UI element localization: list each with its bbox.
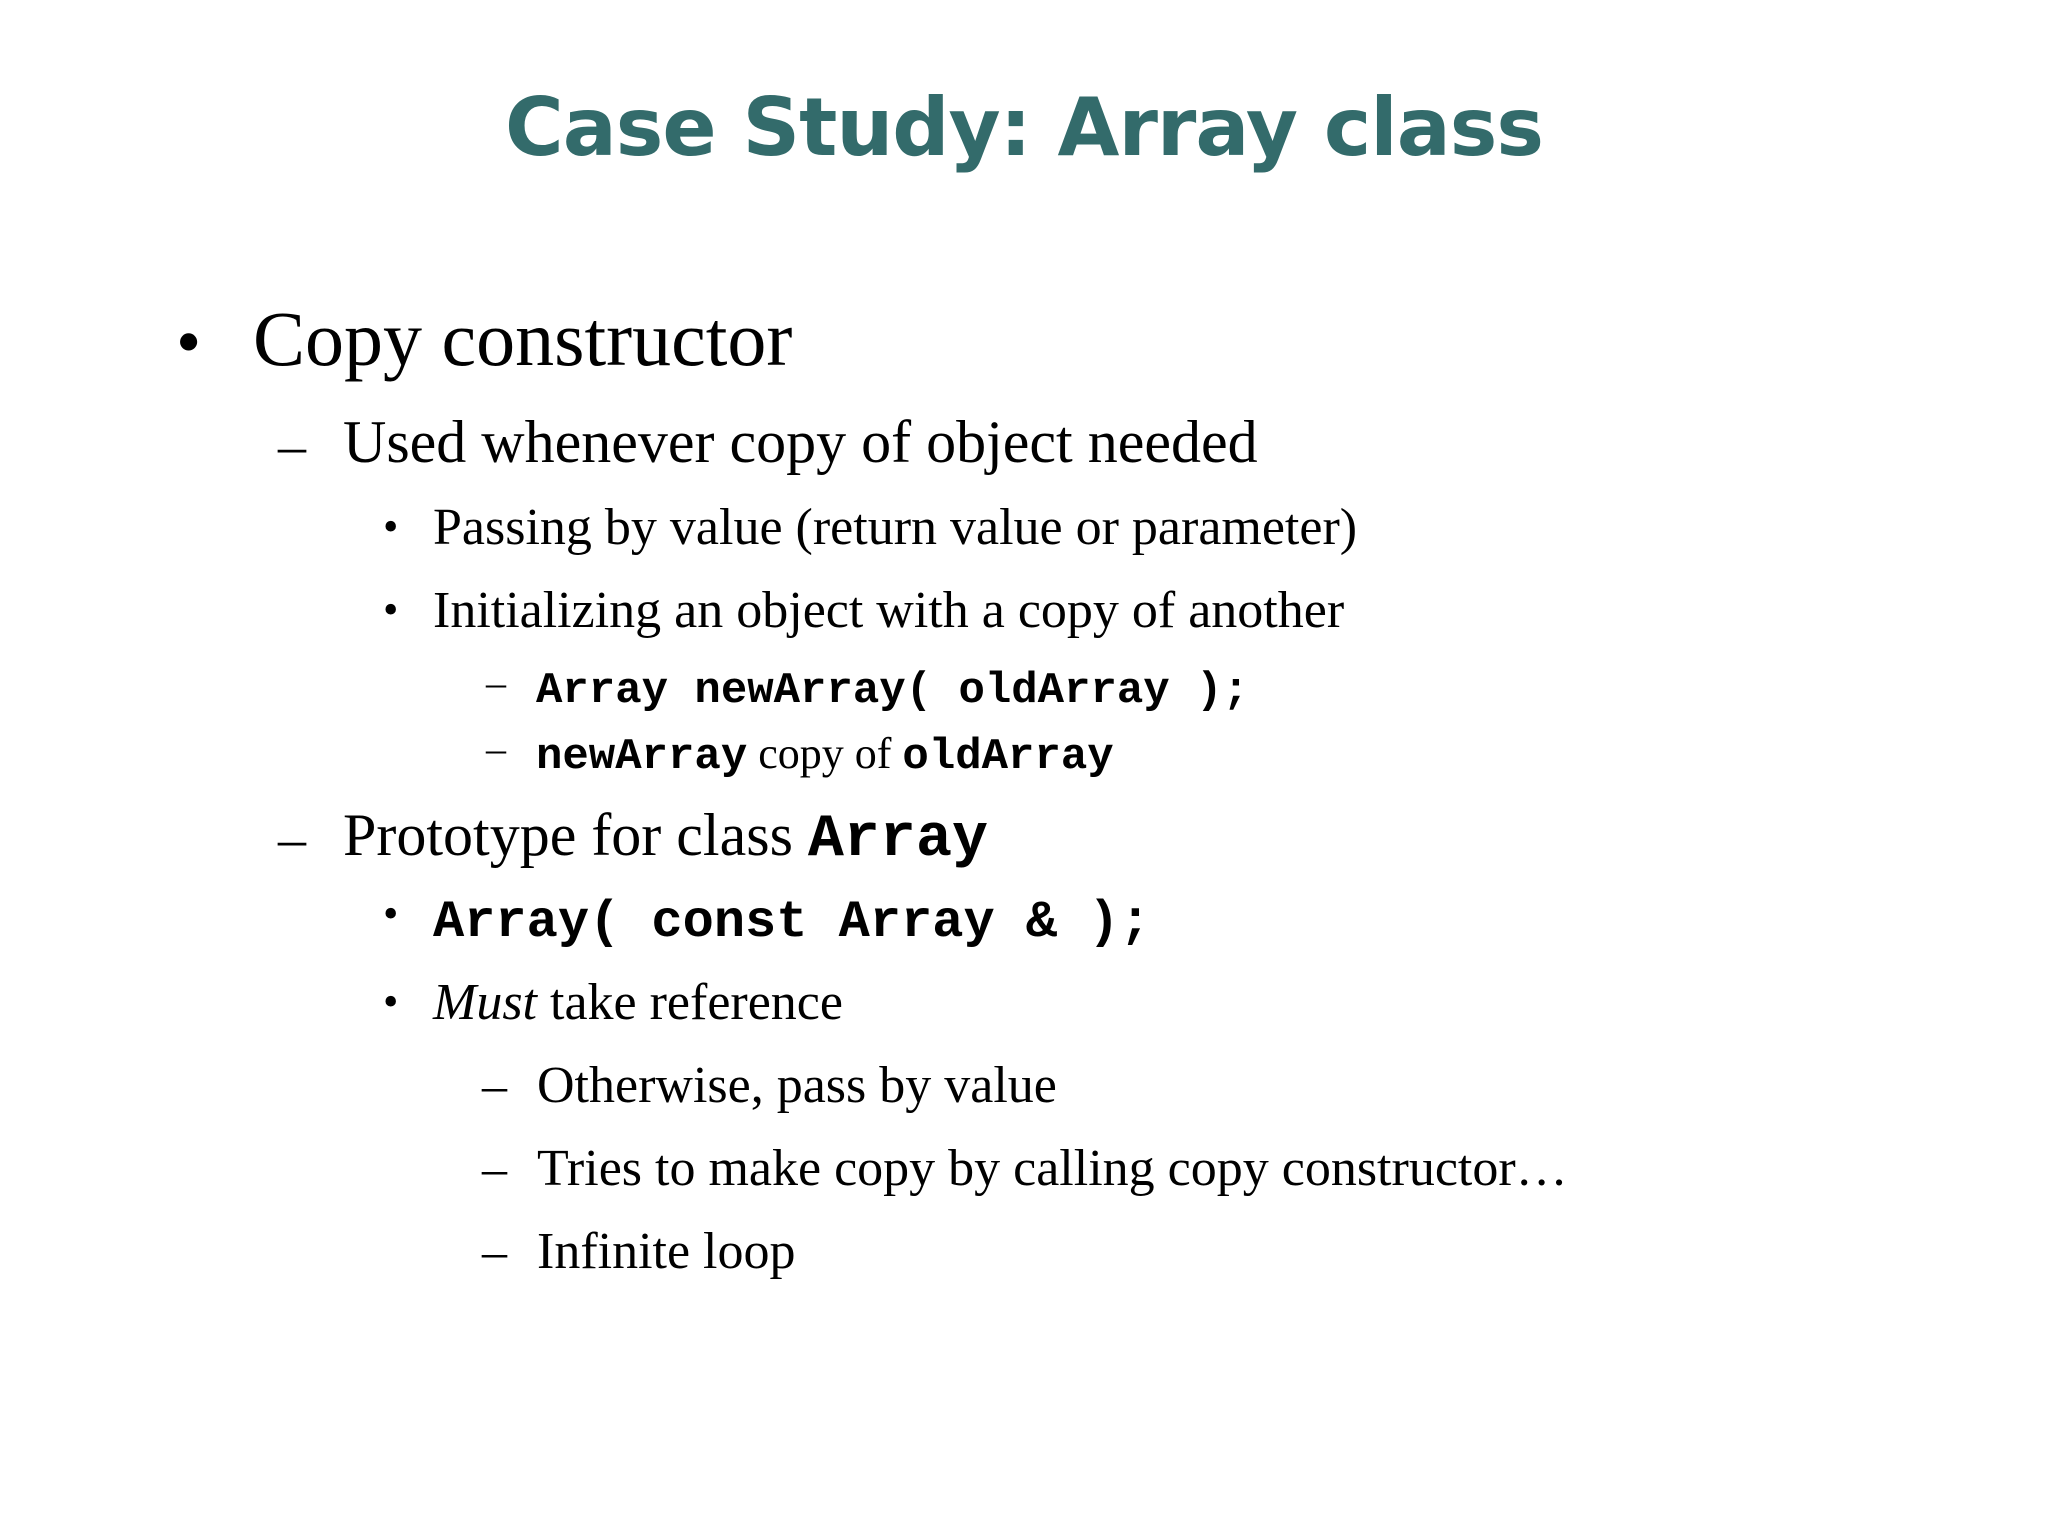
dash-marker: – [278,415,306,477]
bullet-prototype [343,802,988,874]
bullet-must-take-reference [433,974,843,1031]
bullet-marker: • [383,585,399,634]
bullet-infinite-loop: Infinite loop [537,1223,796,1280]
bullet-newarray-copy [536,729,1114,782]
code-newarray: newArray [536,732,748,782]
bullet-marker: • [383,502,399,551]
copy-of-text: copy of [747,729,903,778]
bullet-initializing: Initializing an object with a copy of another [433,582,1345,639]
code-new-array [536,666,1249,716]
bullet-used-whenever: Used whenever copy of object needed [343,409,1258,475]
dash-marker: – [278,808,306,870]
bullet-otherwise: Otherwise, pass by value [537,1057,1057,1114]
dash-marker: – [486,660,506,705]
take-reference-text: take reference [537,974,843,1031]
dash-marker: – [482,1140,507,1196]
dash-marker: – [486,726,506,771]
bullet-marker: • [383,977,399,1026]
dash-marker: – [482,1057,507,1113]
emphasis-must: Must [433,974,537,1031]
code-copy-constructor-prototype [433,893,1151,952]
bullet-marker: • [176,302,202,382]
bullet-marker: • [383,889,399,938]
code-array: Array [807,806,988,874]
code-oldarray: oldArray [902,732,1114,782]
prototype-text: Prototype for class [343,802,808,868]
slide-title: Case Study: Array class [505,81,1543,174]
bullet-copy-constructor: Copy constructor [253,295,793,382]
bullet-tries-to-make-copy: Tries to make copy by calling copy constructor… [537,1140,1568,1197]
dash-marker: – [482,1223,507,1279]
code-snippet: Array newArray( oldArray ); [536,666,1249,716]
code-snippet: Array( const Array & ); [433,893,1151,952]
bullet-passing-by-value: Passing by value (return value or parameter) [433,499,1358,556]
